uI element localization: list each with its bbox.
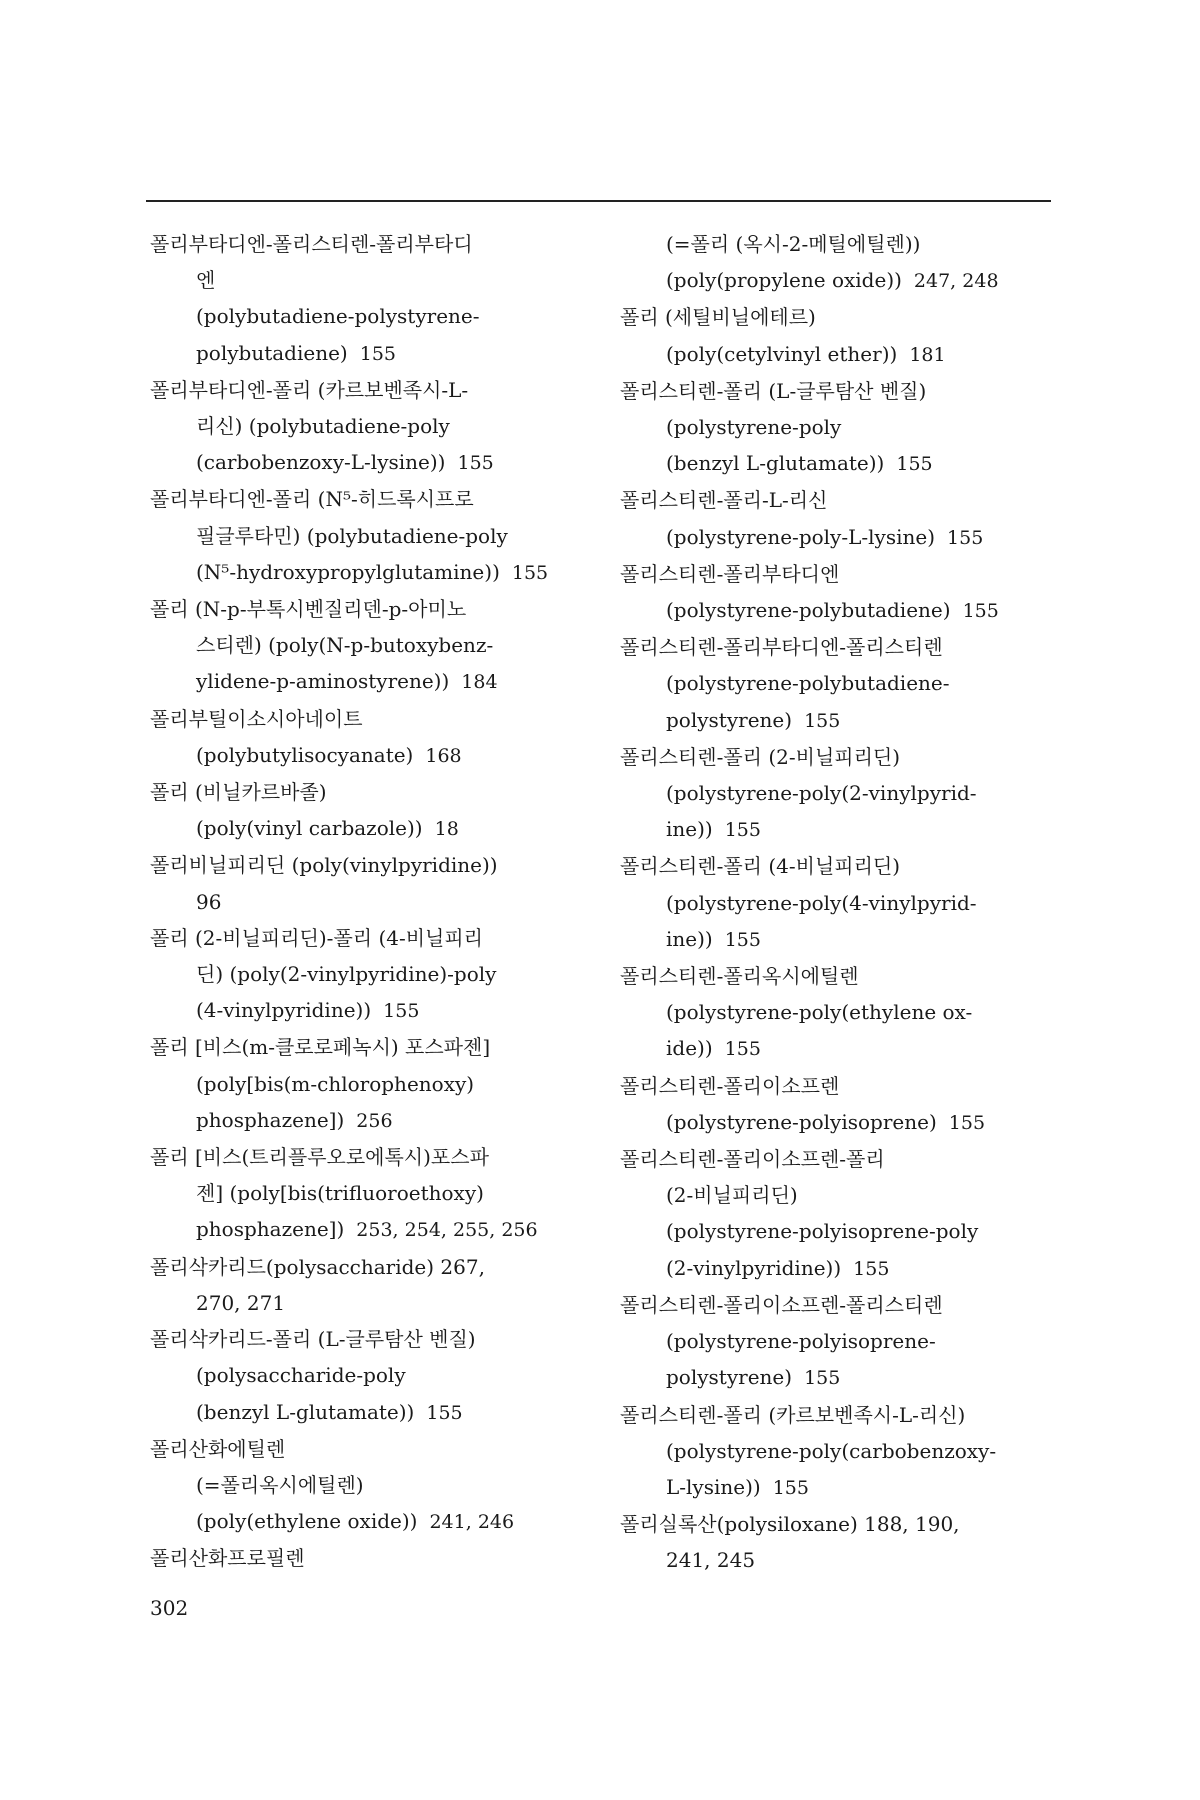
entry-line (150, 992, 580, 1029)
entry-heading: 폴리스티렌-폴리 (4-비닐피리딘) (620, 854, 901, 879)
entry-term: polystyrene) (666, 707, 793, 732)
entry-term: (poly(propylene oxide)) (666, 268, 902, 293)
entry-line: 리신) (polybutadiene-poly (196, 414, 450, 439)
index-entry (150, 774, 580, 847)
page-reference: 241, 245 (666, 1548, 756, 1573)
entry-term: (benzyl L-glutamate)) (196, 1399, 415, 1424)
entry-line (150, 1503, 580, 1540)
entry-line: 젠] (poly[bis(trifluoroethoxy) (196, 1181, 484, 1206)
entry-heading: 폴리 [비스(트리플루오로에톡시)포스파 (150, 1145, 489, 1170)
page-reference: 155 (724, 928, 761, 951)
entry-line (150, 1211, 580, 1248)
entry-heading: 폴리비닐피리딘 (poly(vinylpyridine)) (150, 853, 498, 878)
entry-line (150, 1102, 580, 1139)
page-reference: 155 (383, 1000, 420, 1023)
index-column-right (620, 226, 1050, 1579)
entry-term: (2-vinylpyridine)) (666, 1255, 842, 1280)
page-number: 302 (150, 1596, 189, 1620)
page-reference: 155 (962, 600, 999, 623)
entry-line: (polybutadiene-polystyrene- (196, 304, 480, 329)
index-entry (620, 482, 1050, 555)
page-reference: 155 (853, 1257, 890, 1280)
entry-line: (polystyrene-polyisoprene- (666, 1329, 936, 1354)
entry-heading: 폴리스티렌-폴리옥시에틸렌 (620, 964, 859, 989)
entry-term: L-lysine)) (666, 1474, 761, 1499)
page-reference: 155 (359, 342, 397, 365)
page-reference: 155 (804, 709, 841, 732)
index-entry (150, 1321, 580, 1431)
entry-heading: 폴리 [비스(m-클로로페녹시) 포스파젠] (150, 1035, 491, 1060)
page-reference: 247, 248 (913, 270, 999, 293)
index-entry (620, 1506, 1050, 1578)
page-reference: 181 (909, 343, 946, 366)
entry-line (620, 262, 1050, 299)
page-reference: 155 (724, 1038, 761, 1061)
page-reference: 155 (804, 1367, 841, 1390)
entry-heading: 폴리부타디엔-폴리스티렌-폴리부타디 (150, 232, 473, 256)
entry-line (620, 702, 1050, 739)
entry-line: 필글루타민) (polybutadiene-poly (196, 523, 508, 548)
index-entry (620, 556, 1050, 629)
entry-term: polybutadiene) (196, 340, 348, 365)
entry-line (620, 445, 1050, 482)
entry-term: (poly(vinyl carbazole)) (196, 816, 423, 841)
entry-line (620, 921, 1050, 958)
entry-term: ine)) (666, 926, 713, 951)
entry-term: ylidene-p-aminostyrene)) (196, 669, 450, 694)
page-reference: 253, 254, 255, 256 (356, 1219, 538, 1242)
entry-heading: 폴리스티렌-폴리이소프렌 (620, 1073, 840, 1098)
entry-heading: 폴리스티렌-폴리-L-리신 (620, 488, 828, 513)
index-entry (620, 739, 1050, 849)
index-entry (150, 481, 580, 591)
entry-line: (polystyrene-poly(carbobenzoxy- (666, 1438, 997, 1463)
index-entry (150, 847, 580, 919)
index-column-left (150, 226, 580, 1577)
index-entry (150, 1540, 580, 1576)
entry-line: (=폴리 (옥시-2-메틸에틸렌)) (666, 232, 921, 256)
entry-term: ine)) (666, 817, 713, 842)
entry-term: (N⁵-hydroxypropylglutamine)) (196, 559, 500, 584)
entry-line: (=폴리옥시에틸렌) (196, 1472, 364, 1497)
entry-term: (poly(ethylene oxide)) (196, 1509, 418, 1534)
entry-term: (polystyrene-poly-L-lysine) (666, 524, 936, 549)
entry-line (150, 663, 580, 700)
page-reference: 155 (947, 526, 984, 549)
entry-term: phosphazene]) (196, 1107, 345, 1132)
page-reference: 256 (356, 1109, 393, 1132)
entry-heading: 폴리스티렌-폴리부타디엔-폴리스티렌 (620, 635, 943, 660)
index-entry (150, 226, 580, 372)
entry-line (150, 810, 580, 847)
entry-heading: 폴리산화프로필렌 (150, 1546, 305, 1571)
page-reference: 155 (511, 561, 549, 584)
page-reference: 18 (434, 818, 459, 841)
entry-heading: 폴리스티렌-폴리이소프렌-폴리스티렌 (620, 1292, 943, 1317)
entry-line (620, 592, 1050, 629)
index-entry (620, 848, 1050, 958)
index-entry (620, 373, 1050, 483)
page-reference: 155 (948, 1111, 986, 1134)
index-entry (150, 1029, 580, 1139)
entry-line (620, 1359, 1050, 1396)
index-entry (150, 920, 580, 1030)
entry-line (150, 444, 580, 481)
entry-line (150, 335, 580, 372)
entry-line: (polystyrene-poly(4-vinylpyrid- (666, 890, 977, 915)
entry-term: (4-vinylpyridine)) (196, 998, 372, 1023)
index-entry (620, 629, 1050, 739)
entry-heading: 폴리부타디엔-폴리 (카르보벤족시-L- (150, 377, 469, 402)
entry-term: (polybutylisocyanate) (196, 742, 414, 767)
index-entry (620, 226, 1050, 299)
index-entry (620, 1397, 1050, 1507)
index-entry (150, 1431, 580, 1541)
entry-heading: 폴리 (2-비닐피리딘)-폴리 (4-비닐피리 (150, 925, 484, 950)
entry-line: 스티렌) (poly(N-p-butoxybenz- (196, 633, 494, 658)
page-reference: 270, 271 (196, 1290, 286, 1315)
index-entry (620, 1287, 1050, 1397)
entry-line (150, 1285, 580, 1321)
entry-heading: 폴리스티렌-폴리 (L-글루탐산 벤질) (620, 378, 927, 403)
entry-term: phosphazene]) (196, 1217, 345, 1242)
page-reference: 155 (426, 1401, 463, 1424)
entry-term: polystyrene) (666, 1365, 793, 1390)
entry-line (620, 1104, 1050, 1141)
page-reference: 168 (425, 744, 462, 767)
entry-line: (polysaccharide-poly (196, 1363, 406, 1388)
entry-term: (polystyrene-polyisoprene) (666, 1109, 937, 1134)
entry-heading: 폴리부타디엔-폴리 (N⁵-히드록시프로 (150, 487, 474, 512)
index-entry (620, 1141, 1050, 1287)
entry-heading: 폴리스티렌-폴리이소프렌-폴리 (620, 1147, 885, 1172)
entry-heading: 폴리스티렌-폴리 (2-비닐피리딘) (620, 744, 901, 769)
index-entry (150, 591, 580, 701)
index-entry (620, 299, 1050, 372)
index-entry (150, 372, 580, 482)
entry-line: (polystyrene-poly (666, 415, 842, 440)
entry-line: (polystyrene-poly(ethylene ox- (666, 1000, 973, 1025)
entry-line: (polystyrene-poly(2-vinylpyrid- (666, 781, 977, 806)
entry-line (620, 1250, 1050, 1287)
entry-line: (polystyrene-polyisoprene-poly (666, 1219, 979, 1244)
entry-term: ide)) (666, 1036, 713, 1061)
entry-heading: 폴리스티렌-폴리 (카르보벤족시-L-리신) (620, 1402, 966, 1427)
index-entry (150, 701, 580, 774)
page-reference: 241, 246 (429, 1511, 515, 1534)
entry-line (150, 554, 580, 591)
entry-heading: 폴리삭카리드(polysaccharide) 267, (150, 1254, 485, 1279)
page-reference: 155 (772, 1476, 809, 1499)
entry-line: (polystyrene-polybutadiene- (666, 671, 950, 696)
index-entry (150, 1139, 580, 1249)
top-rule (146, 200, 1051, 202)
page-reference: 184 (461, 671, 498, 694)
entry-heading: 폴리실록산(polysiloxane) 188, 190, (620, 1512, 960, 1537)
entry-heading: 폴리삭카리드-폴리 (L-글루탐산 벤질) (150, 1327, 476, 1352)
entry-line (620, 1030, 1050, 1067)
page-reference: 155 (724, 819, 761, 842)
entry-term: (benzyl L-glutamate)) (666, 451, 885, 476)
entry-line (150, 737, 580, 774)
entry-heading: 폴리 (N-p-부톡시벤질리덴-p-아미노 (150, 597, 467, 622)
entry-term: (poly(cetylvinyl ether)) (666, 341, 898, 366)
entry-line (620, 811, 1050, 848)
entry-line (620, 1469, 1050, 1506)
page-reference: 155 (457, 452, 494, 475)
index-entry (620, 1068, 1050, 1141)
index-entry (150, 1249, 580, 1321)
entry-term: (carbobenzoxy-L-lysine)) (196, 450, 446, 475)
entry-line: 엔 (196, 268, 216, 293)
entry-heading: 폴리부틸이소시아네이트 (150, 706, 363, 731)
entry-line: (poly[bis(m-chlorophenoxy) (196, 1071, 475, 1096)
entry-line (150, 1394, 580, 1431)
entry-line (620, 519, 1050, 556)
entry-line: 딘) (poly(2-vinylpyridine)-poly (196, 962, 497, 987)
entry-line: (2-비닐피리딘) (666, 1183, 798, 1208)
entry-line (620, 336, 1050, 373)
entry-heading: 폴리 (비닐카르바졸) (150, 780, 327, 805)
entry-heading: 폴리산화에틸렌 (150, 1436, 286, 1461)
entry-term: (polystyrene-polybutadiene) (666, 598, 951, 623)
entry-heading: 폴리스티렌-폴리부타디엔 (620, 561, 840, 586)
entry-line (150, 884, 580, 920)
index-entry (620, 958, 1050, 1068)
page-reference: 96 (196, 889, 222, 914)
page-reference: 155 (896, 453, 933, 476)
entry-heading: 폴리 (세틸비닐에테르) (620, 305, 816, 330)
entry-line (620, 1542, 1050, 1578)
